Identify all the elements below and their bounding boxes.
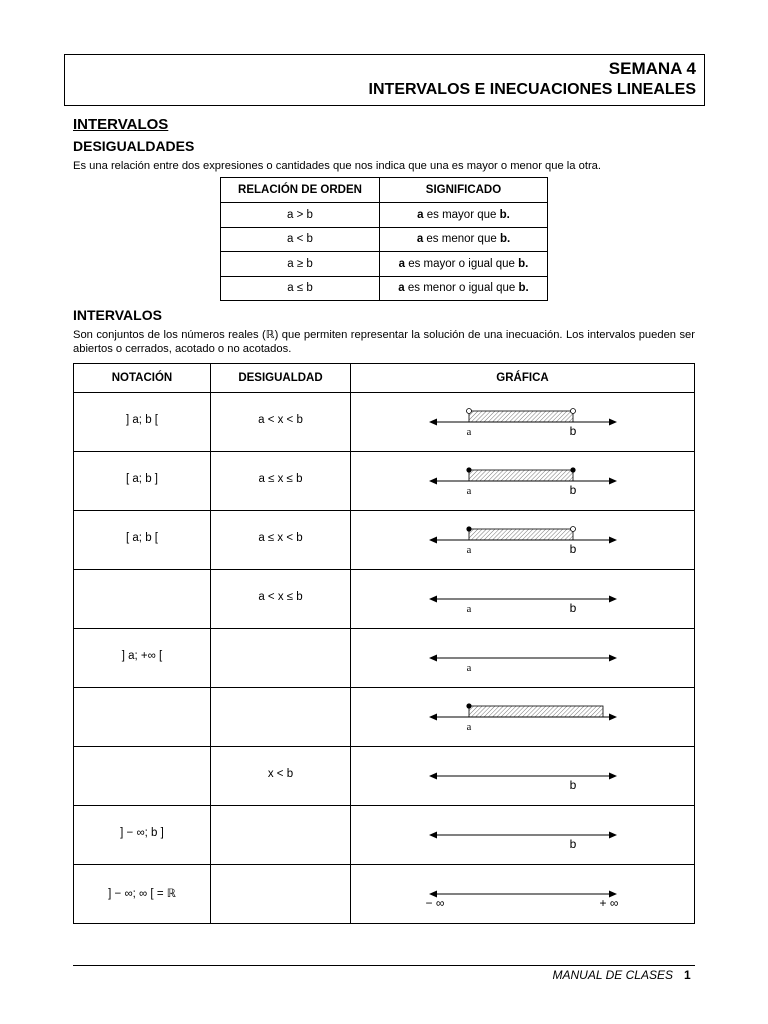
right-arrow <box>609 773 617 780</box>
inequality-cell <box>211 688 351 747</box>
left-arrow <box>429 596 437 603</box>
order-table-row <box>221 252 548 277</box>
number-line <box>423 756 623 796</box>
interval-row <box>74 511 695 570</box>
notation-cell: ] − ∞; b ] <box>74 806 211 865</box>
notation-cell <box>74 688 211 747</box>
left-arrow <box>429 478 437 485</box>
open-endpoint <box>466 409 471 414</box>
order-table-header-meaning: SIGNIFICADO <box>380 178 548 203</box>
number-line <box>423 815 623 855</box>
left-label: a <box>466 486 471 497</box>
right-arrow <box>609 478 617 485</box>
open-endpoint <box>570 409 575 414</box>
inequality-cell <box>211 629 351 688</box>
header-box <box>64 54 705 106</box>
right-label: b <box>569 837 576 851</box>
graph-cell <box>351 688 695 747</box>
left-label: a <box>466 722 471 733</box>
right-arrow <box>609 714 617 721</box>
relation-cell: a > b <box>221 203 380 228</box>
shaded-interval <box>469 411 573 422</box>
inequality-cell: a ≤ x < b <box>211 511 351 570</box>
right-label: b <box>569 778 576 792</box>
order-table-row <box>221 276 548 301</box>
shaded-interval <box>469 529 573 540</box>
right-arrow <box>609 537 617 544</box>
interval-row <box>74 806 695 865</box>
right-arrow <box>609 655 617 662</box>
open-endpoint <box>570 527 575 532</box>
graph-cell <box>351 865 695 924</box>
number-line <box>423 874 623 914</box>
order-table-row <box>221 203 548 228</box>
notation-cell: ] − ∞; ∞ [ = ℝ <box>74 865 211 924</box>
interval-row <box>74 688 695 747</box>
intervals-header-notation: NOTACIÓN <box>74 364 211 393</box>
right-label: b <box>569 424 576 438</box>
left-label: a <box>466 663 471 674</box>
shaded-interval <box>469 470 573 481</box>
left-label: − ∞ <box>425 896 444 910</box>
number-line <box>423 461 623 501</box>
meaning-cell: a es menor o igual que b. <box>380 276 548 301</box>
order-table-row <box>221 227 548 252</box>
notation-cell: ] a; +∞ [ <box>74 629 211 688</box>
left-label: a <box>466 427 471 438</box>
inequality-cell: a ≤ x ≤ b <box>211 452 351 511</box>
section-title-intervalos-2: INTERVALOS <box>73 307 162 323</box>
number-line <box>423 697 623 737</box>
right-label: b <box>569 601 576 615</box>
interval-row <box>74 629 695 688</box>
week-label: SEMANA 4 <box>608 59 696 78</box>
interval-row <box>74 865 695 924</box>
graph-cell <box>351 393 695 452</box>
left-arrow <box>429 537 437 544</box>
inequality-cell: a < x < b <box>211 393 351 452</box>
left-arrow <box>429 655 437 662</box>
graph-cell <box>351 806 695 865</box>
page-title: INTERVALOS E INECUACIONES LINEALES <box>368 81 696 98</box>
meaning-cell: a es mayor que b. <box>380 203 548 228</box>
notation-cell: ] a; b [ <box>74 393 211 452</box>
intervals-header-graph: GRÁFICA <box>351 364 695 393</box>
interval-row <box>74 747 695 806</box>
left-label: a <box>466 604 471 615</box>
page-number: 1 <box>684 968 691 982</box>
graph-cell <box>351 452 695 511</box>
interval-row <box>74 452 695 511</box>
order-relation-table <box>220 177 548 301</box>
closed-endpoint <box>466 526 471 531</box>
meaning-cell: a es mayor o igual que b. <box>380 252 548 277</box>
left-arrow <box>429 714 437 721</box>
number-line <box>423 402 623 442</box>
graph-cell <box>351 629 695 688</box>
graph-cell <box>351 747 695 806</box>
intervals-table <box>73 363 695 924</box>
number-line <box>423 638 623 678</box>
footer-manual-label: MANUAL DE CLASES <box>552 968 673 982</box>
number-line <box>423 579 623 619</box>
graph-cell <box>351 511 695 570</box>
left-arrow <box>429 419 437 426</box>
right-label: + ∞ <box>599 896 618 910</box>
left-label: a <box>466 545 471 556</box>
closed-endpoint <box>466 467 471 472</box>
number-line <box>423 520 623 560</box>
relation-cell: a ≤ b <box>221 276 380 301</box>
intervalos-paragraph: Son conjuntos de los números reales (ℝ) que permiten representar la solución de una inecuación. Los intervalos pueden ser abiertos o cerrados, acotado o no acotados. <box>73 329 695 355</box>
subsection-title-desigualdades: DESIGUALDADES <box>73 138 195 154</box>
right-arrow <box>609 419 617 426</box>
footer-divider <box>73 965 695 966</box>
interval-row <box>74 393 695 452</box>
inequality-cell <box>211 806 351 865</box>
meaning-cell: a es menor que b. <box>380 227 548 252</box>
notation-cell <box>74 570 211 629</box>
right-arrow <box>609 596 617 603</box>
order-table-header-relation: RELACIÓN DE ORDEN <box>221 178 380 203</box>
right-label: b <box>569 483 576 497</box>
inequality-cell <box>211 865 351 924</box>
right-label: b <box>569 542 576 556</box>
closed-endpoint <box>570 467 575 472</box>
inequality-cell: a < x ≤ b <box>211 570 351 629</box>
graph-cell <box>351 570 695 629</box>
relation-cell: a < b <box>221 227 380 252</box>
left-arrow <box>429 773 437 780</box>
interval-row <box>74 570 695 629</box>
closed-endpoint <box>466 703 471 708</box>
desigualdades-paragraph: Es una relación entre dos expresiones o cantidades que nos indica que una es mayor o menor que la otra. <box>73 160 602 172</box>
relation-cell: a ≥ b <box>221 252 380 277</box>
notation-cell <box>74 747 211 806</box>
right-arrow <box>609 832 617 839</box>
left-arrow <box>429 832 437 839</box>
notation-cell: [ a; b ] <box>74 452 211 511</box>
inequality-cell: x < b <box>211 747 351 806</box>
shaded-interval <box>469 706 603 717</box>
intervals-header-inequality: DESIGUALDAD <box>211 364 351 393</box>
section-title-intervalos: INTERVALOS <box>73 116 169 133</box>
notation-cell: [ a; b [ <box>74 511 211 570</box>
